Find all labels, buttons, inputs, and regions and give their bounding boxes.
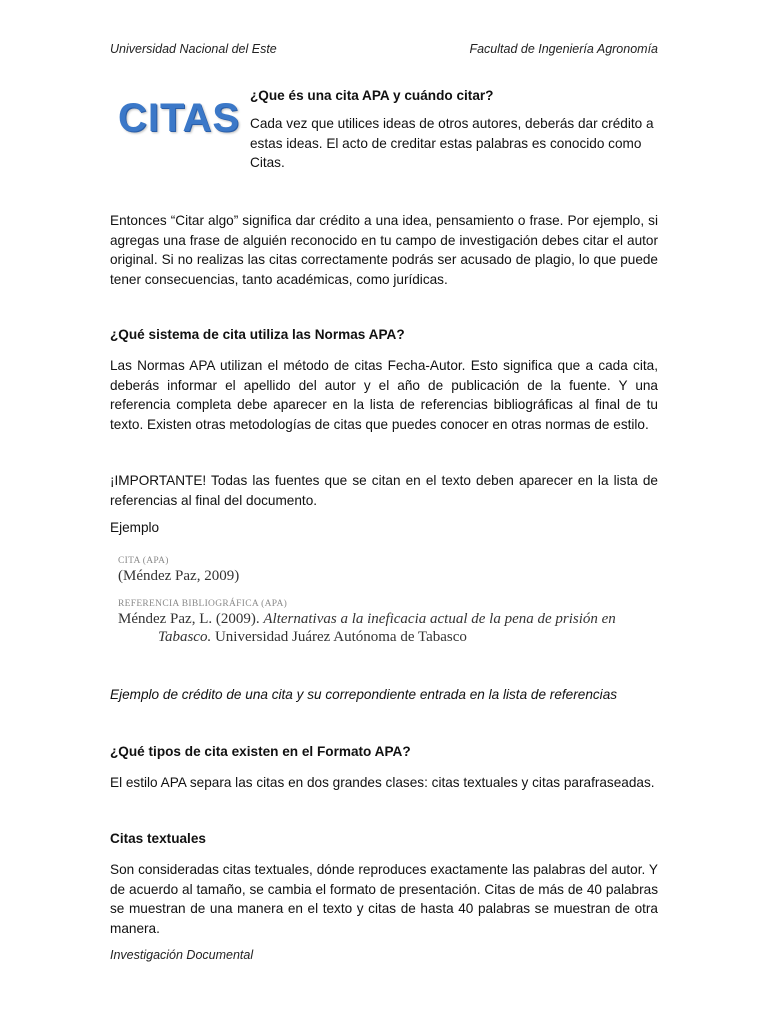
section-body-sistema: Las Normas APA utilizan el método de citas Fecha-Autor. Esto significa que a cada cita, deberás informar el apellido del autor y el año de publicación de la fuente. Y una referencia completa debe aparecer en la lista de referencias bibliográficas al final de tu texto. Existen otras metodologías de citas que puedes conocer en otras normas de estilo.: [110, 358, 658, 432]
paragraph-citar-algo: Entonces “Citar algo” significa dar crédito a una idea, pensamiento o frase. Por ejemplo, si agregas una frase de alguién reconocido en tu campo de investigación debes citar el autor original. Si no realizas las citas correctamente podrás ser acusado de plagio, lo que puede tener consecuencias, tanto académicas, como jurídicas.: [110, 213, 658, 287]
cita-text: (Méndez Paz, 2009): [118, 568, 240, 584]
section-heading-sistema: ¿Qué sistema de cita utiliza las Normas APA?: [110, 327, 405, 342]
reference-author: Méndez Paz, L. (2009).: [118, 611, 264, 627]
header-faculty: Facultad de Ingeniería Agronomía: [469, 42, 658, 56]
reference-line-2: [118, 629, 678, 646]
reference-publisher: Universidad Juárez Autónoma de Tabasco: [211, 629, 467, 645]
example-figure: [118, 556, 678, 646]
section-heading-textuales: Citas textuales: [110, 831, 206, 846]
intro-body: Cada vez que utilices ideas de otros autores, deberás dar crédito a estas ideas. El acto de creditar estas palabras es conocido como Citas.: [250, 116, 654, 171]
reference-title-part-1: Alternativas a la ineficacia actual de la pena de prisión en: [263, 611, 616, 627]
important-note: ¡IMPORTANTE! Todas las fuentes que se citan en el texto deben aparecer en la lista de referencias al final del documento.: [110, 473, 658, 508]
section-body-tipos: El estilo APA separa las citas en dos grandes clases: citas textuales y citas parafraseadas.: [110, 775, 655, 790]
footer-title: Investigación Documental: [110, 948, 254, 962]
reference-label: REFERENCIA BIBLIOGRÁFICA (APA): [118, 599, 288, 609]
section-heading-tipos: ¿Qué tipos de cita existen en el Formato APA?: [110, 744, 411, 759]
reference-line-1: [118, 611, 678, 628]
intro-title: ¿Que és una cita APA y cuándo citar?: [250, 88, 494, 103]
citas-logo: CITAS: [118, 96, 241, 140]
example-caption: Ejemplo de crédito de una cita y su correpondiente entrada en la lista de referencias: [110, 687, 618, 702]
cita-label: CITA (APA): [118, 556, 169, 566]
header-university: Universidad Nacional del Este: [110, 42, 277, 56]
example-label: Ejemplo: [110, 520, 160, 535]
reference-title-part-2: Tabasco.: [158, 629, 212, 645]
section-body-textuales: Son consideradas citas textuales, dónde reproduces exactamente las palabras del autor. Y de acuerdo al tamaño, se cambia el formato de presentación. Citas de más de 40 palabras se muestran de una manera en el texto y citas de hasta 40 palabras se muestran de otra manera.: [110, 862, 658, 936]
